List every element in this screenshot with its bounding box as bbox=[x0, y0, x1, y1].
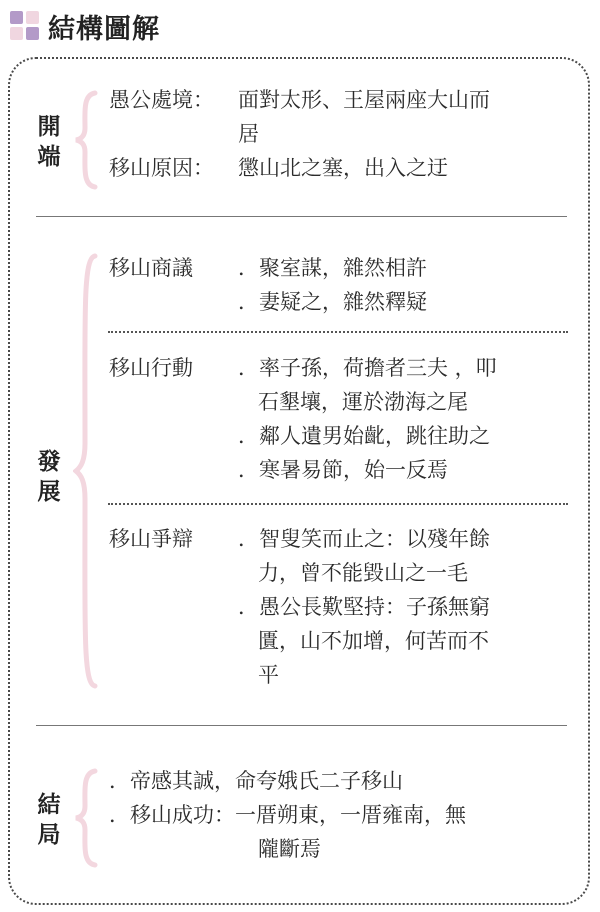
development-bullet-continued: 石墾壤，運於渤海之尾 bbox=[258, 390, 468, 414]
brace-ending-icon bbox=[73, 768, 99, 868]
opening-value-situation-line-2: 居 bbox=[238, 122, 259, 146]
opening-key-reason: 移山原因： bbox=[109, 156, 214, 180]
logo-squares-icon bbox=[10, 11, 40, 41]
ending-bullet-continued: 隴斷焉 bbox=[258, 837, 321, 861]
development-bullet: ．智叟笑而止之：以殘年餘 bbox=[238, 527, 490, 551]
brace-development-icon bbox=[73, 253, 99, 689]
development-bullet: ．妻疑之，雜然釋疑 bbox=[238, 290, 427, 314]
development-bullet: ．聚室謀，雜然相許 bbox=[238, 256, 427, 280]
development-bullet-continued: 匱，山不加增，何苦而不 bbox=[258, 629, 489, 653]
development-bullet-continued: 力，曾不能毀山之一毛 bbox=[258, 561, 468, 585]
development-bullet-continued: 平 bbox=[258, 663, 279, 687]
page-title: 結構圖解 bbox=[48, 13, 160, 45]
divider-action bbox=[108, 503, 568, 505]
development-bullet: ．寒暑易節，始一反焉 bbox=[238, 458, 448, 482]
development-heading-debate: 移山爭辯 bbox=[109, 527, 193, 551]
opening-value-situation-line-1: 面對太形、王屋兩座大山而 bbox=[238, 88, 490, 112]
development-bullet: ．鄰人遺男始齔，跳往助之 bbox=[238, 424, 490, 448]
brace-opening-icon bbox=[73, 90, 99, 190]
ending-bullet: ．帝感其誠，命夸娥氏二子移山 bbox=[109, 769, 403, 793]
development-bullet: ．率子孫，荷擔者三夫 ，叩 bbox=[238, 356, 497, 380]
opening-value-reason: 懲山北之塞，出入之迂 bbox=[238, 156, 448, 180]
divider-development bbox=[36, 725, 567, 726]
development-bullet: ．愚公長歎堅持：子孫無窮 bbox=[238, 595, 490, 619]
development-heading-action: 移山行動 bbox=[109, 356, 193, 380]
development-heading-discussion: 移山商議 bbox=[109, 256, 193, 280]
section-label-ending: 結 局 bbox=[37, 792, 61, 848]
header bbox=[10, 6, 160, 46]
opening-key-situation: 愚公處境： bbox=[109, 88, 214, 112]
divider-discussion bbox=[108, 331, 568, 333]
section-label-development: 發 展 bbox=[37, 449, 61, 505]
section-label-opening: 開 端 bbox=[37, 114, 61, 170]
ending-bullet: ．移山成功：一厝朔東，一厝雍南，無 bbox=[109, 803, 466, 827]
divider-opening bbox=[36, 216, 567, 217]
